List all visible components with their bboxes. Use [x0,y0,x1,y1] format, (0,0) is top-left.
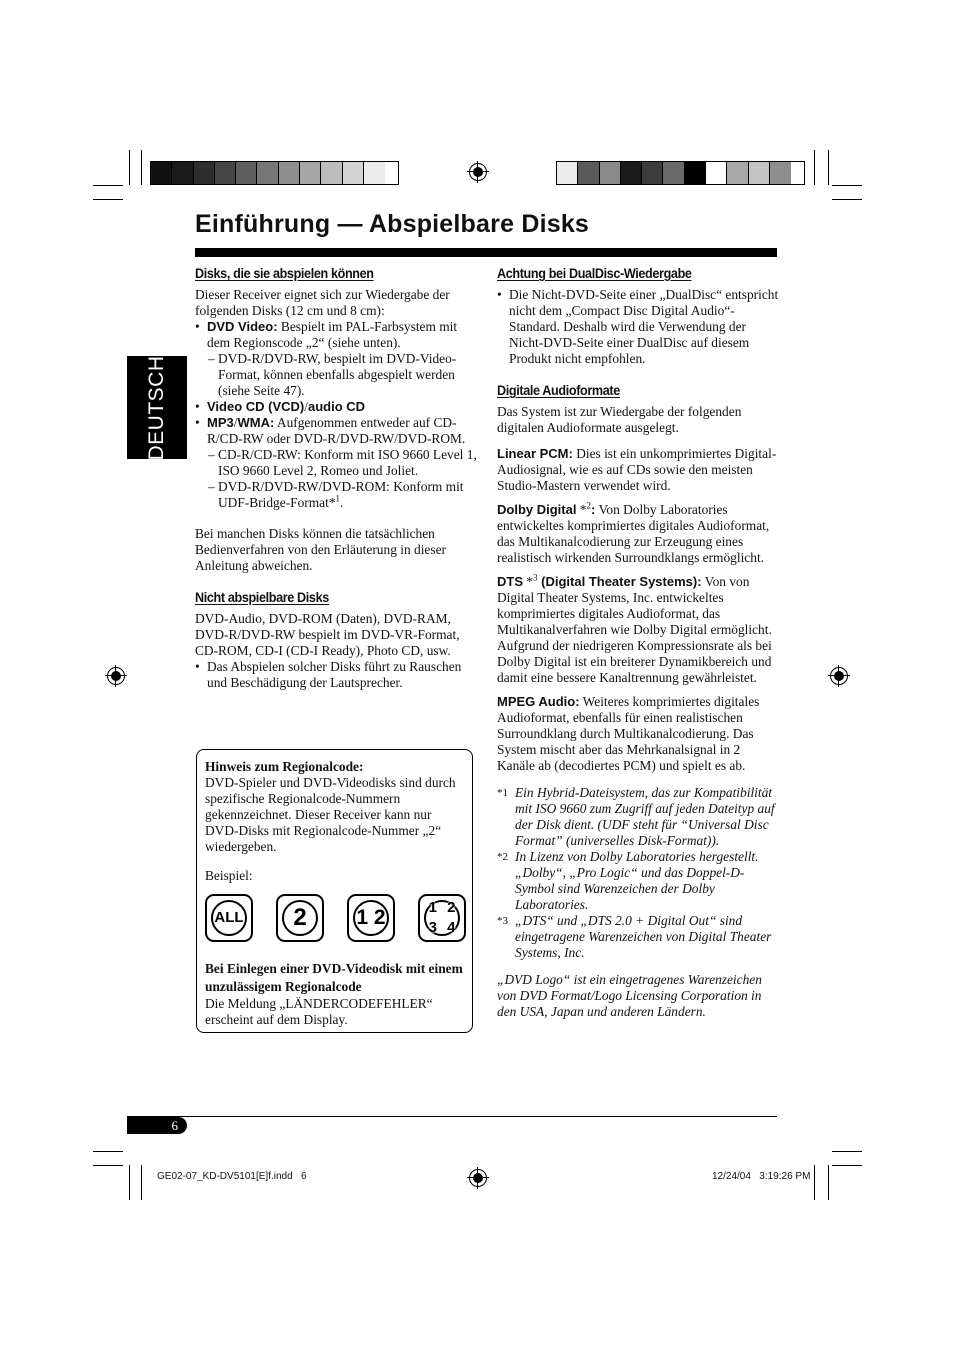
color-swatch [300,162,321,184]
color-swatch [343,162,364,184]
footnote-marker: *1 [497,787,508,799]
term: DTS [497,574,523,589]
term: Video CD (VCD) [207,399,305,414]
crop-mark [129,150,130,185]
warning-text: Die Meldung „LÄNDERCODEFEHLER“ erscheint auf dem Display. [205,996,433,1027]
list-item-text: Bespielt im PAL-Farbsystem mit dem Regionscode „2“ (siehe unten). [207,319,458,350]
file-info: GE02-07_KD-DV5101[E]f.indd 6 [157,1171,307,1182]
disc-label: 2 [293,904,307,931]
right-column [497,265,779,1020]
region-disc-icons [205,888,464,956]
footnote-ref: 1 [335,493,341,504]
color-swatch [770,162,791,184]
footnote-marker: *2 [497,851,508,863]
section-heading-audio-formats: Digitale Audioformate [497,382,620,398]
crop-mark [141,150,142,185]
section-heading-playable: Disks, die sie abspielen können [195,265,374,281]
crop-mark [814,1165,815,1200]
color-swatch [215,162,236,184]
footnote-3 [497,913,779,961]
date-info: 12/24/04 3:19:26 PM [712,1171,811,1182]
bottom-rule [127,1116,777,1117]
registration-mark-icon [830,667,848,685]
sub-item: – DVD-R/DVD-RW, bespielt im DVD-Video-Format, können ebenfalls abgespielt werden (siehe Seite 47). [208,351,457,398]
left-column [195,265,477,691]
color-swatch [194,162,215,184]
section-heading-unplayable: Nicht abspielbare Disks [195,589,329,605]
sub-item: – CD-R/CD-RW: Konform mit ISO 9660 Level 1, ISO 9660 Level 2, Romeo und Joliet. [208,447,477,478]
footnote-text: „DTS“ und „DTS 2.0 + Digital Out“ sind eingetragene Warenzeichen von Digital Theater Systems, Inc. [515,913,772,960]
color-swatch [706,162,727,184]
language-tab [127,356,187,459]
color-swatch [727,162,748,184]
color-swatch [364,162,385,184]
sub-item [195,479,477,511]
footnote-ref: 2 [586,500,591,511]
crop-mark [93,1151,123,1152]
crop-mark [141,1165,142,1200]
paragraph: Dieser Receiver eignet sich zur Wiedergabe der folgenden Disks (12 cm und 8 cm): [195,287,450,318]
format-text: Von von Digital Theater Systems, Inc. entwickeltes komprimiertes digitales Audioformat, das Multikanalverfahren wie Dolby Digital ermöglicht. Aufgrund der niedrigeren Kompressionsrate als bei Dolby Digital ist ein breiterer Dynamikbereich und damit eine bessere Kanaltrennung gewährleistet. [497,574,772,685]
sub-item-text: . [340,495,344,510]
color-swatch [257,162,278,184]
term: DVD Video: [207,319,278,334]
format-mpeg [497,694,779,774]
crop-mark [832,1151,862,1152]
sub-item-text: – DVD-R/DVD-RW/DVD-ROM: Konform mit UDF-Bridge-Format* [208,479,464,510]
page-number-tab [127,1117,187,1134]
term: MPEG Audio: [497,694,580,709]
crop-mark [828,1165,829,1200]
format-text: Von Dolby Laboratories entwickeltes komprimiertes digitales Audioformat, das Multikanalcodierung zur Erzeugung eines realistisch wirkenden Surroundklangs ermöglicht. [497,502,770,565]
color-swatch [642,162,663,184]
language-tab-label: DEUTSCH [145,354,168,461]
list-item: • Die Nicht-DVD-Seite einer „DualDisc“ entspricht nicht dem „Compact Disc Digital Audio“-Standard. Deshalb wird die Verwendung der Nicht-DVD-Seite einer DualDisc auf diesem Produkt nicht empfohlen. [497,287,779,367]
region-1-2-3-4-icon [418,894,466,942]
footnote-text: Ein Hybrid-Dateisystem, das zur Kompatibilität mit ISO 9660 zum Zugriff auf jeden Dateityp auf der Disk dient. (UDF steht für “Universal Disc Format” (universelles Disk-Format)). [515,785,775,848]
warning-title: Bei Einlegen einer DVD-Videodisk mit einem unzulässigem Regionalcode [205,961,463,994]
color-swatch [663,162,684,184]
list-item-text: Aufgenommen entweder auf CD-R/CD-RW oder DVD-R/DVD-RW/DVD-ROM. [207,415,466,446]
crop-mark [828,150,829,185]
footnote-mark: * [576,502,587,517]
term: Dolby Digital [497,502,577,517]
page-number: 6 [171,1118,178,1133]
term: MP3 [207,415,234,430]
term: (Digital Theater Systems): [537,574,702,589]
color-swatch [749,162,770,184]
separator: / [233,415,238,430]
dvd-logo-notice: „DVD Logo“ ist ein eingetragenes Warenzeichen von DVD Format/Logo Licensing Corporation in den USA, Japan und anderen Ländern. [497,972,762,1019]
disc-label: ALL [214,909,244,926]
format-dolby [497,502,779,566]
color-swatch [172,162,193,184]
footnote-1 [497,785,779,849]
color-swatch [578,162,599,184]
color-swatch [236,162,257,184]
title-rule [195,248,777,257]
crop-mark [93,199,123,200]
paragraph: Das System ist zur Wiedergabe der folgenden digitalen Audioformate ausgelegt. [497,404,742,435]
section-heading-dualdisc: Achtung bei DualDisc-Wiedergabe [497,265,692,281]
list-item: • Das Abspielen solcher Disks führt zu Rauschen und Beschädigung der Lautsprecher. [195,659,477,691]
paragraph: DVD-Audio, DVD-ROM (Daten), DVD-RAM, DVD-R/DVD-RW bespielt im DVD-VR-Format, CD-ROM, CD-I (CD-I Ready), Photo CD, usw. [195,611,460,658]
crop-mark [93,1165,123,1166]
color-swatch [557,162,578,184]
list-item [195,399,477,415]
color-bar-left [150,161,399,185]
footnote-2 [497,849,779,913]
list-item [195,415,477,447]
disc-label: 1 2 [356,906,386,929]
crop-mark [832,1165,862,1166]
registration-mark-icon [469,163,487,181]
format-dts [497,574,779,686]
region-code-note [196,749,473,1033]
format-lpcm [497,446,779,494]
format-text: Dies ist ein unkomprimiertes Digital-Audiosignal, wie es auf CDs sowie den meisten Studio-Mastern verwendet wird. [497,446,777,493]
list-item [195,319,477,351]
example-label: Beispiel: [205,868,253,883]
color-swatch [279,162,300,184]
color-bar-right [556,161,805,185]
crop-mark [93,185,123,186]
term: audio CD [308,399,366,414]
footnote-mark: * [523,574,534,589]
page-title: Einführung — Abspielbare Disks [195,210,590,238]
footnote-text: In Lizenz von Dolby Laboratories hergestellt. „Dolby“, „Pro Logic“ und das Doppel-D-Symbol sind Warenzeichen der Dolby Laboratories. [515,849,759,912]
region-2-icon [276,894,324,942]
region-1-2-icon [347,894,395,942]
term: WMA: [237,415,275,430]
crop-mark [814,150,815,185]
region-all-icon [205,894,253,942]
crop-mark [832,199,862,200]
footnote-marker: *3 [497,915,508,927]
registration-mark-icon [469,1169,487,1187]
term: Linear PCM: [497,446,573,461]
registration-mark-icon [107,667,125,685]
term: : [591,502,596,517]
separator: / [304,399,308,414]
color-swatch [600,162,621,184]
footnote-ref: 3 [533,572,538,583]
color-swatch [321,162,342,184]
color-swatch [151,162,172,184]
note-text: DVD-Spieler und DVD-Videodisks sind durch spezifische Regionalcode-Nummern gekennzeichnet. Dieser Receiver kann nur DVD-Disks mit Regionalcode-Nummer „2“ wiedergeben. [205,775,456,854]
crop-mark [832,185,862,186]
paragraph: Bei manchen Disks können die tatsächlichen Bedienverfahren von den Erläuterung in dieser Anleitung abweichen. [195,526,446,573]
disc-label: 1 2 3 4 [428,899,456,936]
crop-mark [129,1165,130,1200]
color-swatch [621,162,642,184]
color-swatch [685,162,706,184]
note-title: Hinweis zum Regionalcode: [205,759,364,774]
format-text: Weiteres komprimiertes digitales Audioformat, ebenfalls für einen realistischen Surroundklang durch Multikanalcodierung. Das System mischt aber das Mehrkanalsignal in 2 Kanäle ab (decodiertes PCM) und spielt es ab. [497,694,760,773]
